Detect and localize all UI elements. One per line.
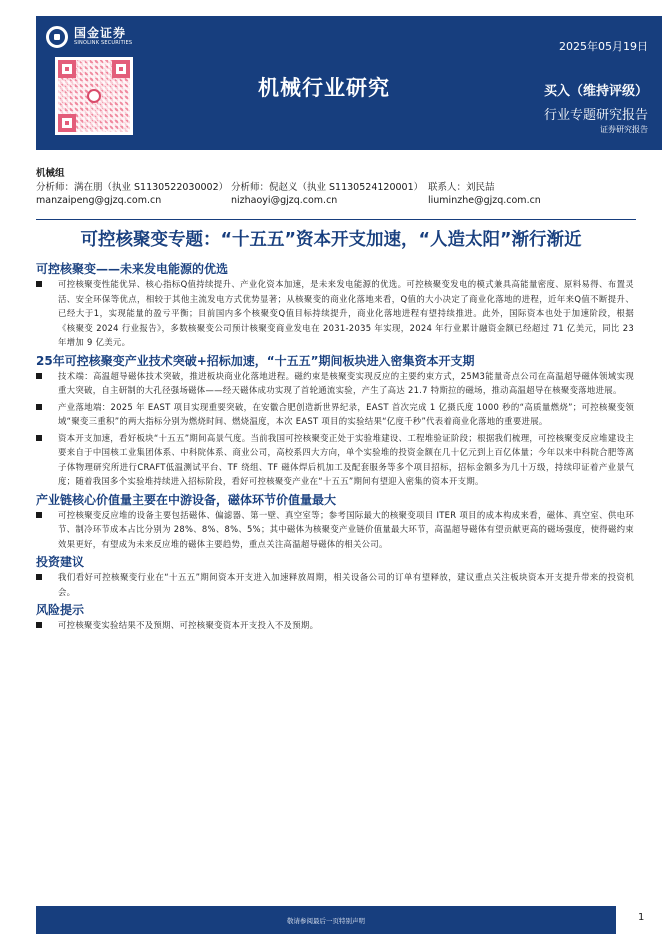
section-heading-value-chain: 产业链核心价值量主要在中游设备，磁体环节价值量最大 xyxy=(36,492,337,507)
bullet-square-icon xyxy=(36,508,46,552)
analyst-2: 分析师：倪赵义（执业 S1130524120001） xyxy=(231,181,424,193)
report-date: 2025年05月19日 xyxy=(559,40,648,53)
list-item: 可控核聚变性能优异、核心指标Q值持续提升、产业化资本加速，是未来发电能源的优选。可控核聚变发电的模式兼具高能量密度、原料易得、布置灵活、安全环保等优点，相较于其他主流发电方式优势显著；从核聚变的商业化落地来看，Q值的大小决定了商业化落地的进程，近年来Q值不断提升、已经大于1，实现能量的盈亏平衡；目前国内多个核聚变Q值目标持续提升，商业化落地进程有望持续推进。此外，国际资本也处于加速阶段，根据《核聚变 2024 行业报告》，多数核聚变公司预计核聚变商业发电在 2031-2035 年实现，2024 年行业累计融资金额已经超过 71 亿美元，同比 23 年增加 9 亿美元。 xyxy=(36,277,634,350)
list-item: 产业落地端：2025 年 EAST 项目实现重要突破，在安徽合肥创造新世界纪录，EAST 首次完成 1 亿摄氏度 1000 秒的“高质量燃烧”；可控核聚变领域“聚变三重积”的两大指标分别为燃烧时间、燃烧温度，本次 EAST 项目的实验结果“亿度千秒”代表着商业化落地的重要进展。 xyxy=(36,400,634,429)
list-item: 可控核聚变实验结果不及预期、可控核聚变资本开支投入不及预期。 xyxy=(36,618,634,633)
analyst-block xyxy=(36,167,636,208)
brand-logo-icon xyxy=(46,26,68,48)
contact-email[interactable]: liuminzhe@gjzq.com.cn xyxy=(428,195,541,206)
bullet-square-icon xyxy=(36,431,46,489)
report-industry-title: 机械行业研究 xyxy=(258,76,390,100)
contact-person: 联系人：刘民喆 xyxy=(428,181,495,193)
bullet-square-icon xyxy=(36,618,46,633)
bullet-square-icon xyxy=(36,277,46,350)
analyst-1: 分析师：满在朋（执业 S1130522030002） xyxy=(36,181,229,193)
bullet-square-icon xyxy=(36,570,46,599)
analyst-group: 机械组 xyxy=(36,168,65,179)
list-item: 技术端：高温超导磁体技术突破，推进板块商业化落地进程。磁约束是核聚变实现反应的主要约束方式，25M3能量奇点公司在高温超导磁体领域实现重大突破，自主研制的大孔径强场磁体——经天磁体成功实现了首轮通流实验，产生了高达 21.7 特斯拉的磁场，推动高温超导在核聚变落地进展。 xyxy=(36,369,634,398)
brand-name-en: SINOLINK SECURITIES xyxy=(74,40,133,46)
report-main-title: 可控核聚变专题：“十五五”资本开支加速，“人造太阳”渐行渐近 xyxy=(80,230,582,250)
footer-disclaimer-bar xyxy=(36,906,616,934)
footer-disclaimer-text[interactable]: 敬请参阅最后一页特别声明 xyxy=(287,916,365,925)
header-divider xyxy=(36,219,636,220)
list-item: 可控核聚变反应堆的设备主要包括磁体、偏滤器、第一壁、真空室等；参考国际最大的核聚变项目 ITER 项目的成本构成来看，磁体、真空室、供电环节、制冷环节成本占比分别为 28%、8%、8%、5%；其中磁体为核聚变产业链价值量最大环节，高温超导磁体有望贡献更高的磁场强度，使得磁约束效果更好，有望成为未来反应堆的磁体主要趋势，重点关注高温超导磁体的相关公司。 xyxy=(36,508,634,552)
qr-code-icon xyxy=(55,57,133,135)
page-number: 1 xyxy=(638,912,645,923)
brand-name-cn: 国金证券 xyxy=(74,26,127,40)
rating-badge: 买入（维持评级） xyxy=(543,84,648,99)
section-heading-fusion-overview: 可控核聚变——未来发电能源的优选 xyxy=(36,262,229,276)
section-heading-risk: 风险提示 xyxy=(36,603,85,617)
list-item: 资本开支加速，看好板块“十五五”期间高景气度。当前我国可控核聚变正处于实验堆建设、工程堆验证阶段；根据我们梳理，可控核聚变反应堆建设主要来自于中国核工业集团体系、中科院体系、商业公司，高校系四大方向，单个实验堆的投资金额在几十亿元到上百亿体量；今年以来中科院合肥等离子体物理研究所进行CRAFT低温测试平台、TF 绕组、TF 磁体焊后机加工及配套服务等多个项目招标，招标金额多为几十万级，持续印证着产业景气度；随着我国多个实验堆持续进入招标阶段，看好可控核聚变产业在“十五五”期间有望迎入密集的资本开支期。 xyxy=(36,431,634,489)
report-subtype: 证券研究报告 xyxy=(600,125,648,134)
section-heading-tech-breakthrough: 25年可控核聚变产业技术突破+招标加速，“十五五”期间板块进入密集资本开支期 xyxy=(36,353,475,368)
list-item: 我们看好可控核聚变行业在“十五五”期间资本开支进入加速释放周期，相关设备公司的订单有望释放，建议重点关注板块资本开支提升带来的投资机会。 xyxy=(36,570,634,599)
analyst-1-email[interactable]: manzaipeng@gjzq.com.cn xyxy=(36,195,162,206)
report-type: 行业专题研究报告 xyxy=(543,108,648,123)
bullet-square-icon xyxy=(36,400,46,429)
analyst-2-email[interactable]: nizhaoyi@gjzq.com.cn xyxy=(231,195,338,206)
bullet-square-icon xyxy=(36,369,46,398)
report-body xyxy=(36,261,634,635)
brand-logo xyxy=(46,26,132,48)
report-header xyxy=(0,0,662,150)
section-heading-investment: 投资建议 xyxy=(36,555,85,569)
